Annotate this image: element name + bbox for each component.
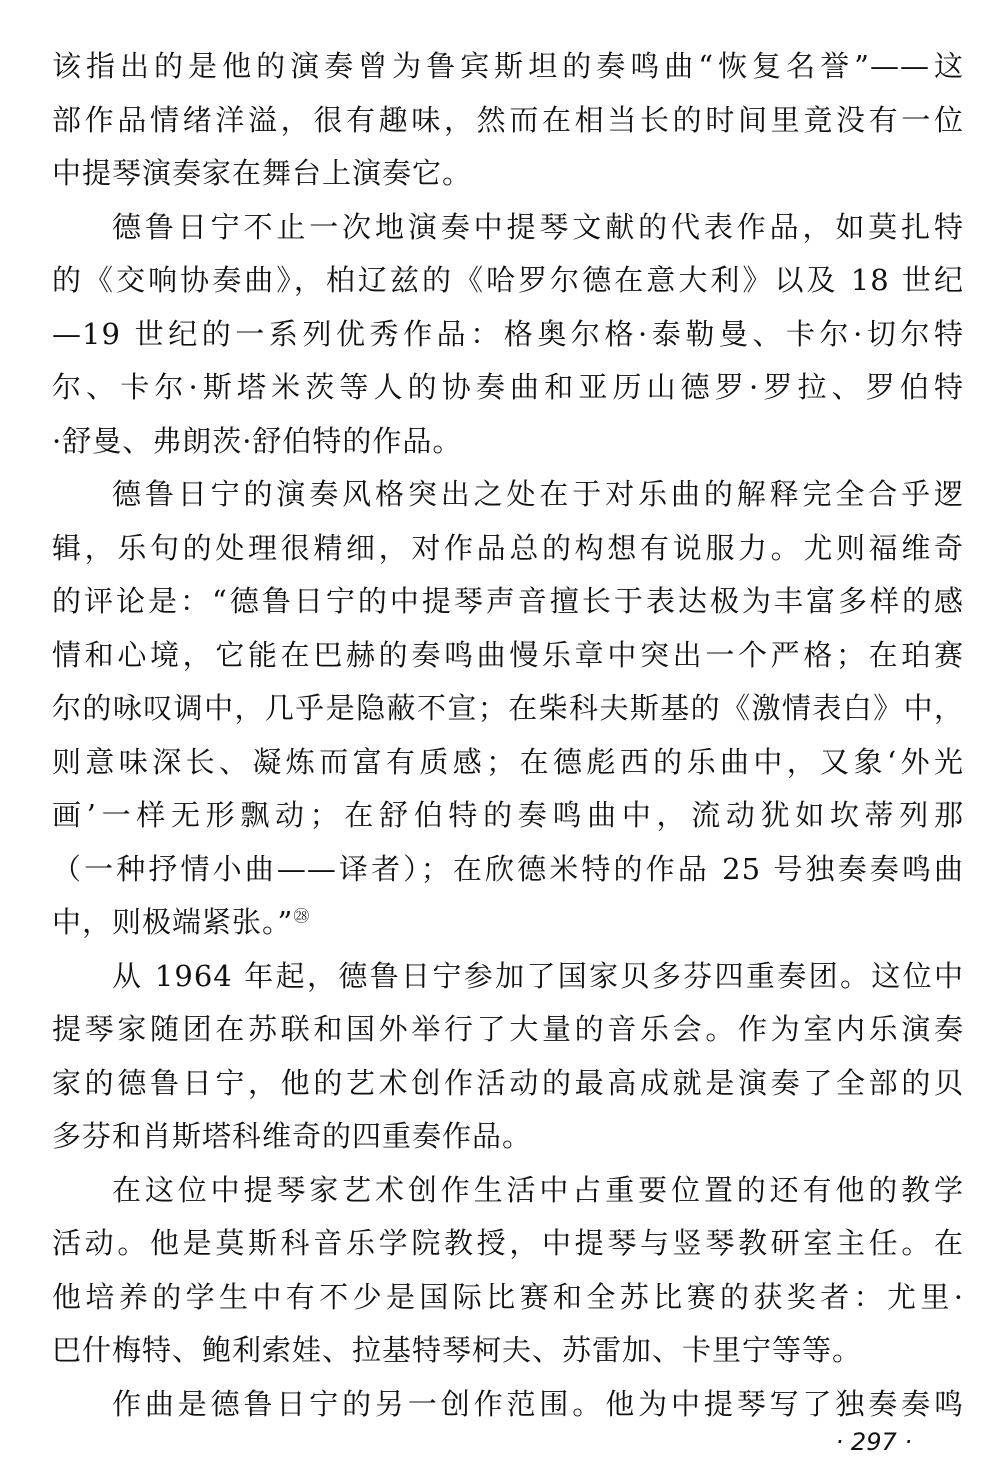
page-number: · 297 · [835, 1428, 912, 1456]
text-line: —19 世纪的一系列优秀作品：格奥尔格·泰勒曼、卡尔·切尔特 [52, 316, 964, 351]
text-line: 尔的咏叹调中，几乎是隐蔽不宣；在柴科夫斯基的《激情表白》中， [52, 691, 964, 725]
text-line: 则意味深长、凝炼而富有质感；在德彪西的乐曲中，又象‘外光 [52, 744, 964, 779]
paragraph [52, 1378, 964, 1432]
text-line: 家的德鲁日宁，他的艺术创作活动的最高成就是演奏了全部的贝 [52, 1065, 964, 1100]
text-line: 多芬和肖斯塔科维奇的四重奏作品。 [52, 1119, 533, 1153]
text-line: 德鲁日宁的演奏风格突出之处在于对乐曲的解释完全合乎逻 [112, 477, 964, 511]
text-line: 的评论是：“德鲁日宁的中提琴声音擅长于表达极为丰富多样的感 [52, 584, 964, 618]
paragraph [52, 1164, 964, 1378]
body-text [52, 40, 964, 1431]
text-line: 他培养的学生中有不少是国际比赛和全苏比赛的获奖者：尤里· [52, 1279, 964, 1314]
paragraph [52, 950, 964, 1164]
text-line: 画’一样无形飘动；在舒伯特的奏鸣曲中，流动犹如坎蒂列那 [52, 798, 964, 832]
text-line: （一种抒情小曲——译者）；在欣德米特的作品 25 号独奏奏鸣曲 [52, 851, 964, 886]
text-line: 巴什梅特、鲍利索娃、拉基特琴柯夫、苏雷加、卡里宁等等。 [52, 1333, 863, 1367]
footnote-reference: ㉘ [293, 906, 311, 926]
text-line: ·舒曼、弗朗茨·舒伯特的作品。 [52, 423, 463, 458]
text-line: 的《交响协奏曲》，柏辽兹的《哈罗尔德在意大利》以及 18 世纪 [52, 263, 964, 297]
text-line: 中，则极端紧张。”$^㉘$ [52, 905, 311, 939]
text-line: 中提琴演奏家在舞台上演奏它。 [52, 156, 473, 190]
text-line: 辑，乐句的处理很精细，对作品总的构想有说服力。尤则福维奇 [52, 530, 964, 565]
paragraph [52, 201, 964, 469]
text-line: 该指出的是他的演奏曾为鲁宾斯坦的奏鸣曲“恢复名誉”——这 [52, 49, 964, 83]
text-line: 活动。他是莫斯科音乐学院教授，中提琴与竖琴教研室主任。在 [52, 1226, 964, 1260]
text-line: 作曲是德鲁日宁的另一创作范围。他为中提琴写了独奏奏鸣 [112, 1386, 964, 1421]
text-line: 尔、卡尔·斯塔米茨等人的协奏曲和亚历山德罗·罗拉、罗伯特 [52, 370, 964, 404]
text-line: 在这位中提琴家艺术创作生活中占重要位置的还有他的教学 [112, 1172, 964, 1207]
text-line: 从 1964 年起，德鲁日宁参加了国家贝多芬四重奏团。这位中 [112, 958, 964, 993]
text-line: 部作品情绪洋溢，很有趣味，然而在相当长的时间里竟没有一位 [52, 102, 964, 137]
paragraph [52, 468, 964, 950]
text-line: 德鲁日宁不止一次地演奏中提琴文献的代表作品，如莫扎特 [112, 209, 964, 244]
text-line: 提琴家随团在苏联和国外举行了大量的音乐会。作为室内乐演奏 [52, 1012, 964, 1046]
paragraph [52, 40, 964, 201]
text-line: 情和心境，它能在巴赫的奏鸣曲慢乐章中突出一个严格；在珀赛 [52, 637, 964, 672]
